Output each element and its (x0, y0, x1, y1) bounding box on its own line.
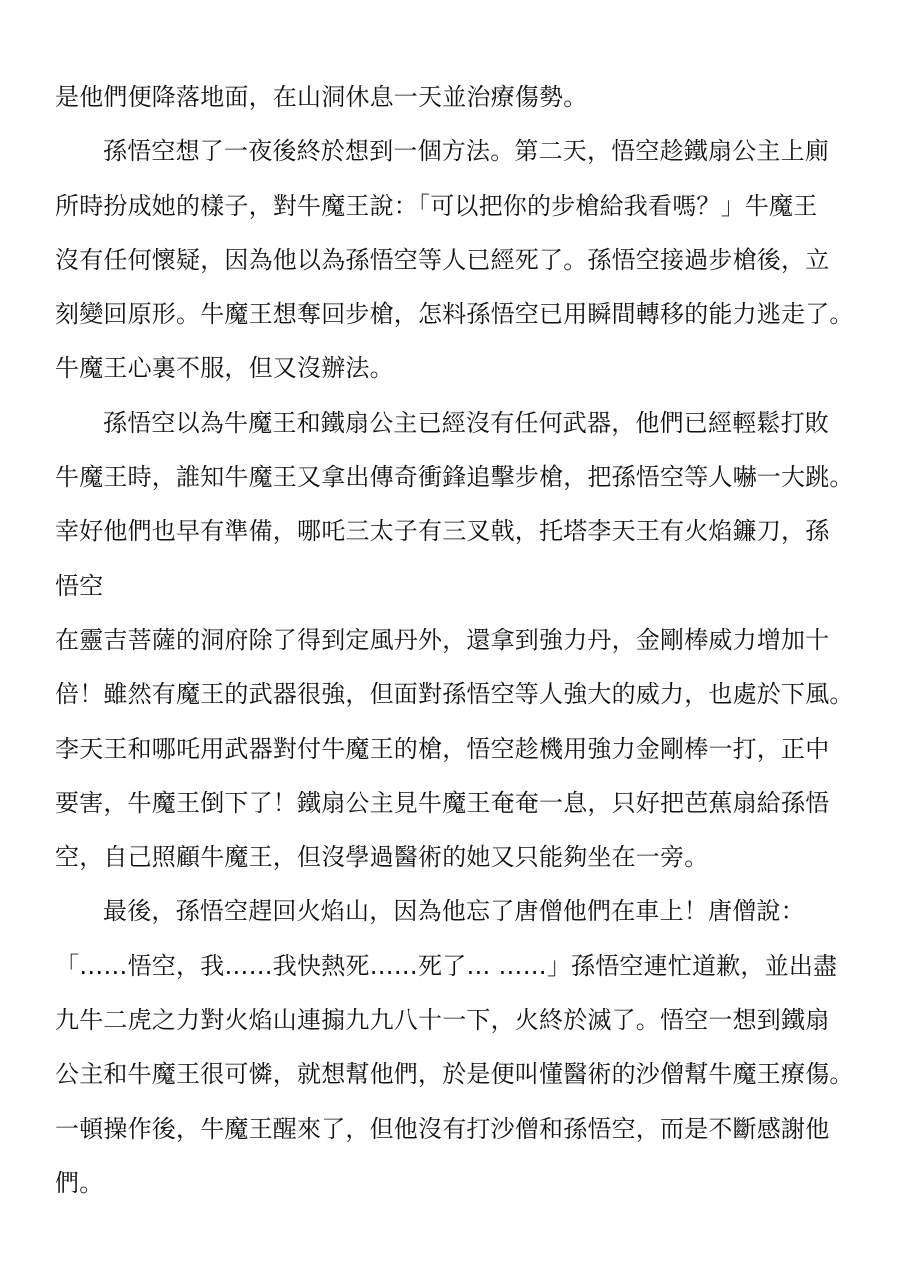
text-line: 孫悟空以為牛魔王和鐵扇公主已經沒有任何武器，他們已經輕鬆打敗 (103, 408, 829, 437)
text-line: 要害，牛魔王倒下了！鐵扇公主見牛魔王奄奄一息，只好把芭蕉扇給孫悟 (55, 788, 830, 817)
text-line: 悟空 (55, 571, 104, 600)
text-line: 「……悟空，我……我快熱死……死了… ……」孫悟空連忙道歉，並出盡 (55, 951, 838, 980)
text-line: 最後，孫悟空趕回火焰山，因為他忘了唐僧他們在車上！唐僧說： (103, 897, 805, 926)
text-line: 公主和牛魔王很可憐，就想幫他們，於是便叫懂醫術的沙僧幫牛魔王療傷。 (55, 1060, 854, 1089)
text-line: 牛魔王時，誰知牛魔王又拿出傳奇衝鋒追擊步槍，把孫悟空等人嚇一大跳。 (55, 463, 854, 492)
text-line: 在靈吉菩薩的洞府除了得到定風丹外，還拿到強力丹，金剛棒威力增加十 (55, 625, 830, 654)
text-line: 所時扮成她的樣子，對牛魔王說：「可以把你的步槍給我看嗎？」牛魔王 (55, 191, 818, 220)
text-line: 幸好他們也早有準備，哪吒三太子有三叉戟，托塔李天王有火焰鐮刀，孫 (55, 517, 830, 546)
story-text (55, 70, 855, 1210)
text-line: 牛魔王心裏不服，但又沒辦法。 (55, 354, 394, 383)
text-line: 沒有任何懷疑，因為他以為孫悟空等人已經死了。孫悟空接過步槍後，立 (55, 245, 830, 274)
text-line: 是他們便降落地面，在山洞休息一天並治療傷勢。 (55, 83, 588, 111)
text-line: 孫悟空想了一夜後終於想到一個方法。第二天，悟空趁鐵扇公主上廁 (103, 137, 829, 166)
text-line: 刻變回原形。牛魔王想奪回步槍，怎料孫悟空已用瞬間轉移的能力逃走了。 (55, 300, 854, 329)
text-line: 空，自己照顧牛魔王，但沒學過醫術的她又只能夠坐在一旁。 (55, 843, 709, 872)
text-line: 們。 (55, 1168, 104, 1197)
text-line: 一頓操作後，牛魔王醒來了，但他沒有打沙僧和孫悟空，而是不斷感謝他 (55, 1114, 830, 1143)
text-line: 倍！雖然有魔王的武器很強，但面對孫悟空等人強大的威力，也處於下風。 (55, 680, 854, 709)
text-line: 九牛二虎之力對火焰山連搧九九八十一下，火終於滅了。悟空一想到鐵扇 (55, 1006, 830, 1035)
text-line: 李天王和哪吒用武器對付牛魔王的槍，悟空趁機用強力金剛棒一打，正中 (55, 734, 830, 763)
